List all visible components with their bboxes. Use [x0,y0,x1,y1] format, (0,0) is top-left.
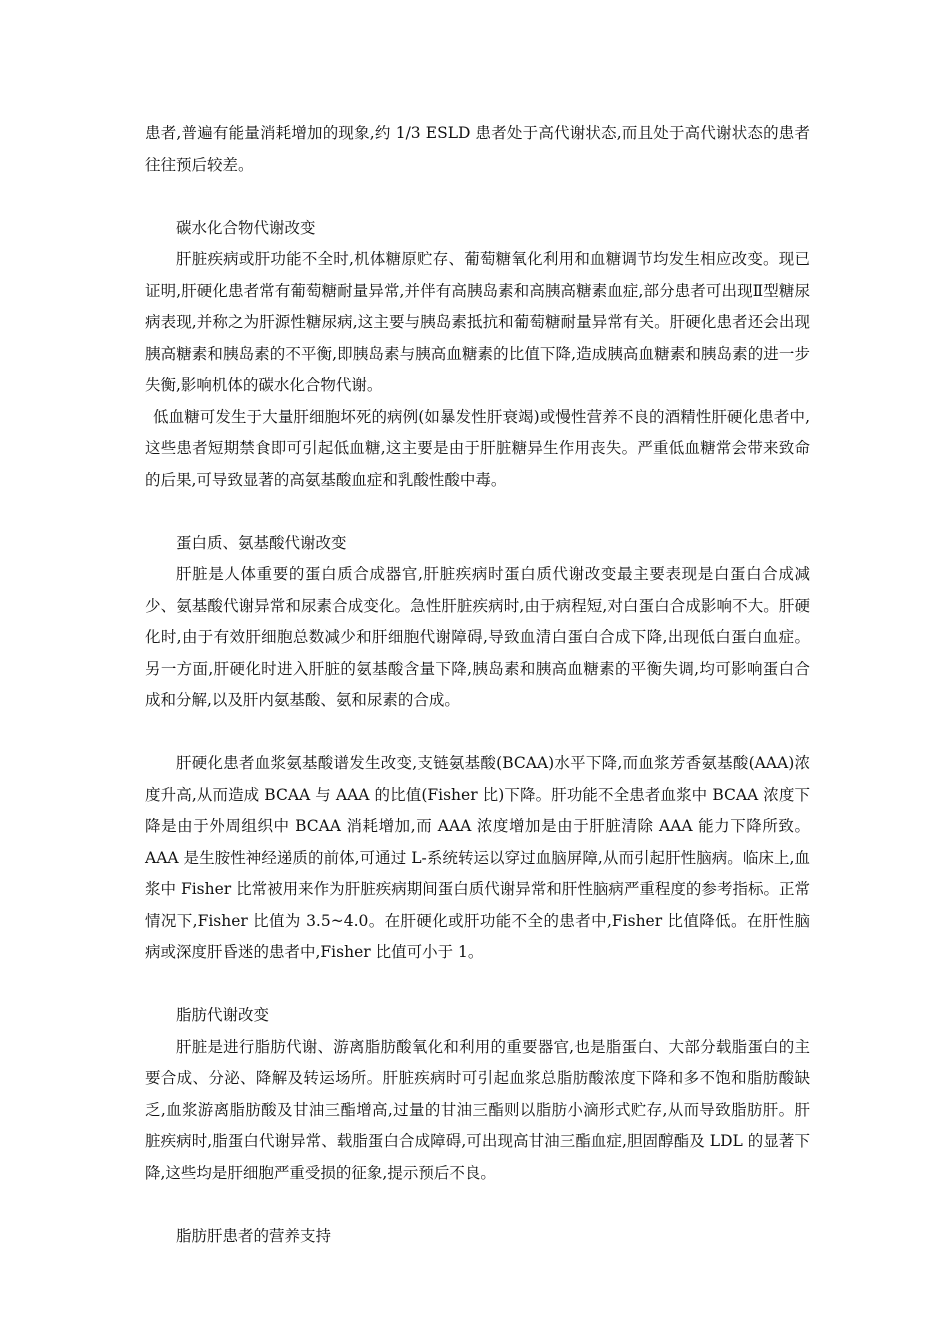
section-heading: 脂肪肝患者的营养支持 [176,1226,332,1245]
section-heading: 脂肪代谢改变 [176,1006,270,1024]
paragraph-gap [145,969,810,1001]
body-paragraph: 肝脏是人体重要的蛋白质合成器官,肝脏疾病时蛋白质代谢改变最主要表现是白蛋白合成减少、氨基酸代谢异常和尿素合成变化。急性肝脏疾病时,由于病程短,对白蛋白合成影响不大。肝硬化时,由于有效肝细胞总数减少和肝细胞代谢障碍,导致血清白蛋白合成下降,出现低白蛋白血症。另一方面,肝硬化时进入肝脏的氨基酸含量下降,胰岛素和胰高血糖素的平衡失调,均可影响蛋白合成和分解,以及肝内氨基酸、氨和尿素的合成。 [145,565,810,709]
body-paragraph: 肝脏是进行脂肪代谢、游离脂肪酸氧化和利用的重要器官,也是脂蛋白、大部分载脂蛋白的主要合成、分泌、降解及转运场所。肝脏疾病时可引起血浆总脂肪酸浓度下降和多不饱和脂肪酸缺乏,血浆游离脂肪酸及甘油三酯增高,过量的甘油三酯则以脂肪小滴形式贮存,从而导致脂肪肝。肝脏疾病时,脂蛋白代谢异常、载脂蛋白合成障碍,可出现高甘油三酯血症,胆固醇酯及 LDL 的显著下降,这些均是肝细胞严重受损的征象,提示预后不良。 [145,1037,810,1182]
body-paragraph: 患者,普遍有能量消耗增加的现象,约 1/3 ESLD 患者处于高代谢状态,而且处于高代谢状态的患者往往预后较差。 [145,124,810,174]
paragraph-gap [145,496,810,528]
body-paragraph: 肝脏疾病或肝功能不全时,机体糖原贮存、葡萄糖氧化利用和血糖调节均发生相应改变。现已证明,肝硬化患者常有葡萄糖耐量异常,并伴有高胰岛素和高胰高糖素血症,部分患者可出现Ⅱ型糖尿病表现,并称之为肝源性糖尿病,这主要与胰岛素抵抗和葡萄糖耐量异常有关。肝硬化患者还会出现胰高糖素和胰岛素的不平衡,即胰岛素与胰高血糖素的比值下降,造成胰高血糖素和胰岛素的进一步失衡,影响机体的碳水化合物代谢。 [145,250,810,394]
body-paragraph: 低血糖可发生于大量肝细胞坏死的病例(如暴发性肝衰竭)或慢性营养不良的酒精性肝硬化患者中,这些患者短期禁食即可引起低血糖,这主要是由于肝脏糖异生作用丧失。严重低血糖常会带来致命的后果,可导致显著的高氨基酸血症和乳酸性酸中毒。 [145,407,810,489]
section-heading: 蛋白质、氨基酸代谢改变 [176,533,347,552]
section-heading: 碳水化合物代谢改变 [176,218,316,237]
document-page [145,118,810,1252]
paragraph-gap [145,717,810,749]
paragraph-gap [145,1189,810,1221]
body-paragraph: 肝硬化患者血浆氨基酸谱发生改变,支链氨基酸(BCAA)水平下降,而血浆芳香氨基酸(AAA)浓度升高,从而造成 BCAA 与 AAA 的比值(Fisher 比)下降。肝功能不全患者血浆中 BCAA 浓度下降是由于外周组织中 BCAA 消耗增加,而 AAA 浓度增加是由于肝脏清除 AAA 能力下降所致。AAA 是生胺性神经递质的前体,可通过 L-系统转运以穿过血脑屏障,从而引起肝性脑病。临床上,血浆中 Fisher 比常被用来作为肝脏疾病期间蛋白质代谢异常和肝性脑病严重程度的参考指标。正常情况下,Fisher 比值为 3.5~4.0。在肝硬化或肝功能不全的患者中,Fisher 比值降低。在肝性脑病或深度肝昏迷的患者中,Fisher 比值可小于 1。 [145,754,810,961]
paragraph-gap [145,181,810,213]
